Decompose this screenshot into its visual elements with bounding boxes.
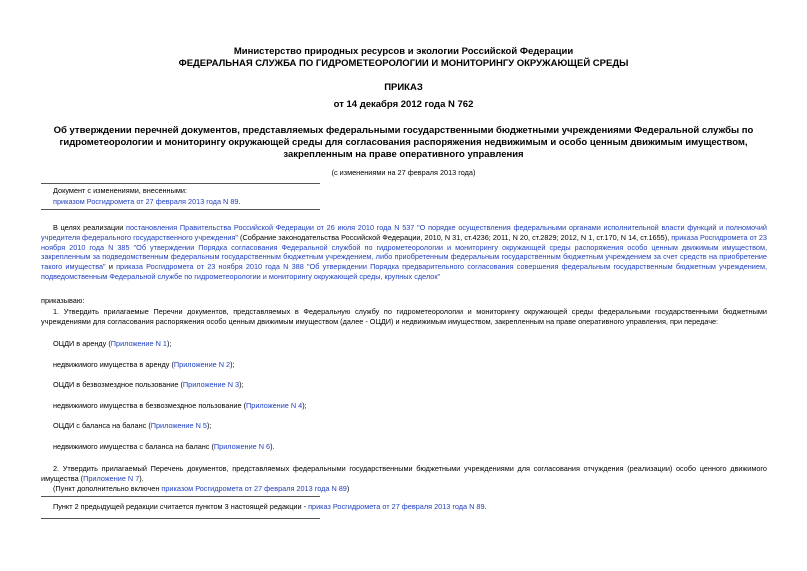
appendix-1-link[interactable]: Приложение N 1 xyxy=(110,339,167,348)
changes-label: Документ с изменениями, внесенными: xyxy=(53,186,187,195)
service-name: ФЕДЕРАЛЬНАЯ СЛУЖБА ПО ГИДРОМЕТЕОРОЛОГИИ И МОНИТОРИНГУ ОКРУЖАЮЩЕЙ СРЕДЫ xyxy=(178,58,629,69)
ministry-name: Министерство природных ресурсов и экологии Российской Федерации xyxy=(233,46,574,57)
document-title: Об утверждении перечней документов, представляемых федеральными государственными бюджетными учреждениями Федеральной службы по гидрометеорологии и мониторингу окружающей среды для согласования распоряжения недвижимым и особо ценным движимым имуществом, закрепленным на праве оперативного управления xyxy=(53,125,754,160)
changes-top-rule xyxy=(41,183,320,184)
list-item: недвижимого имущества с баланса на баланс (Приложение N 6). xyxy=(53,442,275,451)
preamble-paragraph xyxy=(41,223,767,282)
doc-date: от 14 декабря 2012 года N 762 xyxy=(333,99,474,110)
renumber-note: Пункт 2 предыдущей редакции считается пунктом 3 настоящей редакции - приказ Росгидромета от 27 февраля 2013 года N 89. xyxy=(53,502,487,511)
renumber-bottom-rule xyxy=(41,518,320,519)
changes-line xyxy=(53,197,240,207)
preamble-text-1: В целях реализации xyxy=(53,223,127,232)
preamble-link-decree-537[interactable]: постановления Правительства Российской Федерации от 26 июля 2010 года N 537 "О порядке осуществления федеральными органами исполнительной власти функций и полномочий учредителя федерального государственного учреждения" xyxy=(41,223,767,242)
doc-type: ПРИКАЗ xyxy=(384,82,423,93)
list-item: ОЦДИ в аренду (Приложение N 1); xyxy=(53,339,172,348)
preamble-link-order-385[interactable]: приказа Росгидромета от 23 ноября 2010 года N 385 "Об утверждении Порядка согласования Федеральной службой по гидрометеорологии и мониторингу окружающей среды распоряжения особо ценным движимым имуществом, закрепленным за подведомственным федеральным государственным бюджетным учреждением, либо приобретенным федеральным государственным бюджетным учреждением за счет средств на приобретение такого имущества" xyxy=(41,232,767,272)
appendix-3-link[interactable]: Приложение N 3 xyxy=(182,380,240,389)
preamble-text-2: (Собрание законодательства Российской Федерации, 2010, N 31, ст.4236; 2011, N 20, ст.2829; 2012, N 1, ст.170, N 14, ст.1655), xyxy=(238,232,672,242)
point-1: 1. Утвердить прилагаемые Перечни документов, представляемых в Федеральную службу по гидрометеорологии и мониторингу окружающей среды федеральными государственными бюджетными учреждениями для согласования распоряжения особо ценным движимым имуществом (далее - ОЦДИ) и недвижимым имуществом, закрепленным на праве оперативного управления, при передаче: xyxy=(41,307,767,326)
list-item: ОЦДИ с баланса на баланс (Приложение N 5); xyxy=(53,421,212,430)
point-2-note: (Пункт дополнительно включен приказом Росгидромета от 27 февраля 2013 года N 89) xyxy=(53,484,350,493)
amendments-note: (с изменениями на 27 февраля 2013 года) xyxy=(331,168,476,177)
appendix-5-link[interactable]: Приложение N 5 xyxy=(150,421,207,430)
order-word: приказываю: xyxy=(41,296,85,305)
list-item: недвижимого имущества в аренду (Приложение N 2); xyxy=(53,360,235,369)
point-2: 2. Утвердить прилагаемый Перечень документов, представляемых федеральными государственными бюджетными учреждениями для согласования отчуждения (реализации) особо ценного движимого имущества (Приложение N 7). xyxy=(41,464,767,483)
renumber-top-rule xyxy=(41,496,320,497)
appendix-4-link[interactable]: Приложение N 4 xyxy=(246,401,303,410)
appendix-2-link[interactable]: Приложение N 2 xyxy=(173,360,231,369)
appendix-7-link[interactable]: Приложение N 7 xyxy=(83,473,140,483)
renumber-note-link[interactable]: приказ Росгидромета от 27 февраля 2013 года N 89 xyxy=(308,502,485,511)
changes-link[interactable]: приказом Росгидромета от 27 февраля 2013 года N 89 xyxy=(53,197,239,206)
changes-bottom-rule xyxy=(41,209,320,210)
preamble-link-order-388[interactable]: приказа Росгидромета от 23 ноября 2010 года N 388 "Об утверждении Порядка предварительного согласования совершения федеральным государственным бюджетным учреждением, подведомственным Федеральной службе по гидрометеорологии и мониторингу окружающей среды, крупных сделок" xyxy=(41,262,767,281)
list-item: ОЦДИ в безвозмездное пользование (Приложение N 3); xyxy=(53,380,244,389)
preamble-text-3: и xyxy=(105,262,117,272)
list-item: недвижимого имущества в безвозмездное пользование (Приложение N 4); xyxy=(53,401,307,410)
changes-suffix: . xyxy=(238,197,241,206)
point-2-note-link[interactable]: приказом Росгидромета от 27 февраля 2013 года N 89 xyxy=(161,484,347,493)
appendix-6-link[interactable]: Приложение N 6 xyxy=(213,442,271,451)
